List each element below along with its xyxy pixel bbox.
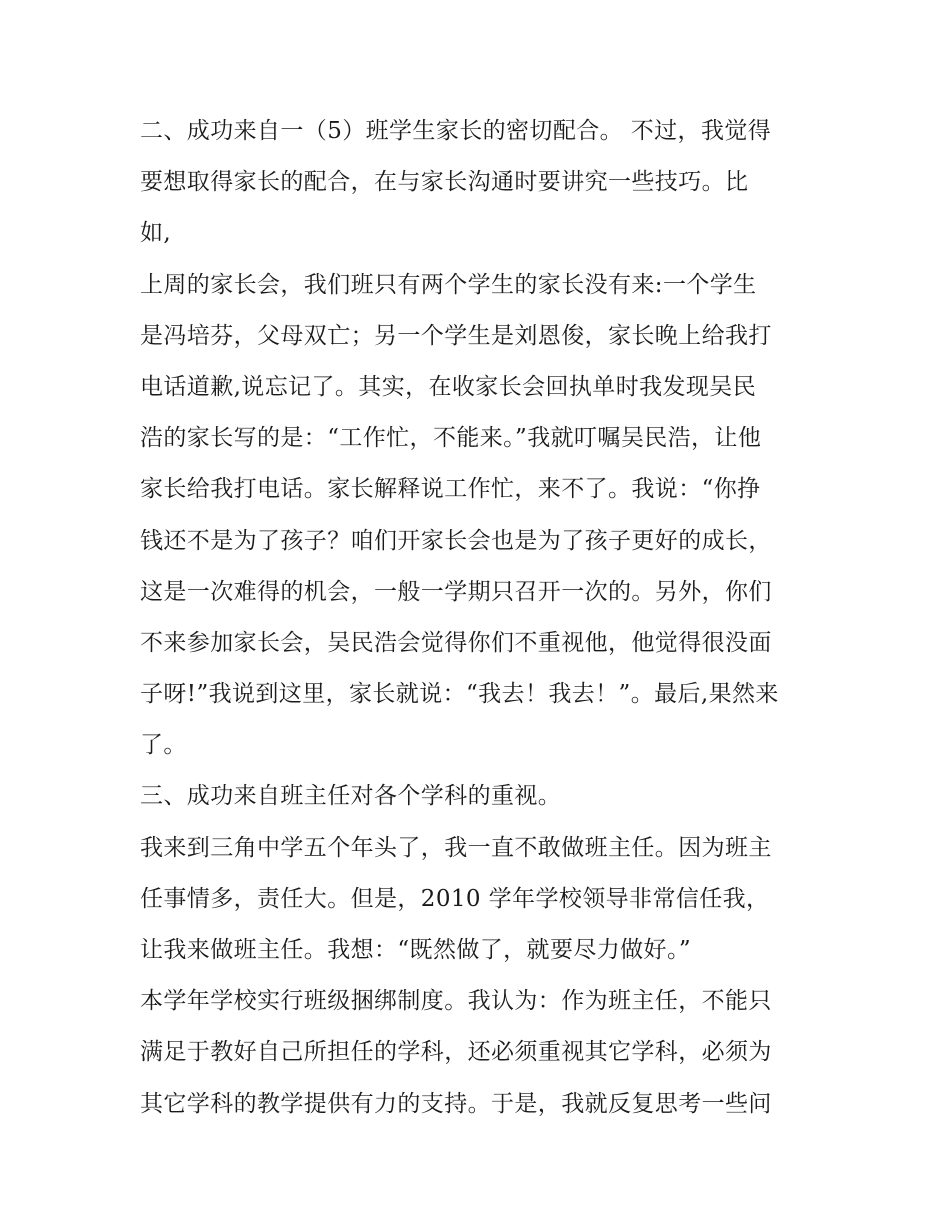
text-line: 满足于教好自己所担任的学科，还必须重视其它学科，必须为	[140, 1039, 772, 1066]
text-line: 其它学科的教学提供有力的支持。于是，我就反复思考一些问	[140, 1090, 772, 1117]
text-line: 我来到三角中学五个年头了，我一直不敢做班主任。因为班主	[140, 834, 772, 861]
text-line: 二、成功来自一（5）班学生家长的密切配合。 不过，我觉得	[140, 118, 772, 144]
text-line: 这是一次难得的机会，一般一学期只召开一次的。另外，你们	[140, 578, 772, 605]
text-line: 钱还不是为了孩子？咱们开家长会也是为了孩子更好的成长，	[140, 527, 772, 554]
text-line: 不来参加家长会，吴民浩会觉得你们不重视他，他觉得很没面	[140, 629, 772, 656]
text-line: 让我来做班主任。我想：“既然做了，就要尽力做好。”	[140, 937, 692, 963]
text-line: 是冯培芬，父母双亡；另一个学生是刘恩俊，家长晚上给我打	[140, 322, 772, 349]
text-line: 浩的家长写的是：“工作忙，不能来。”我就叮嘱吴民浩，让他	[140, 425, 762, 452]
text-line: 要想取得家长的配合，在与家长沟通时要讲究一些技巧。比	[140, 169, 749, 196]
text-line: 上周的家长会，我们班只有两个学生的家长没有来:一个学生	[140, 271, 757, 298]
text-line: 家长给我打电话。家长解释说工作忙，来不了。我说：“你挣	[140, 476, 761, 503]
text-line: 电话道歉,说忘记了。其实，在收家长会回执单时我发现吴民	[140, 373, 757, 400]
text-line: 如,	[140, 220, 172, 247]
text-line: 本学年学校实行班级捆绑制度。我认为：作为班主任，不能只	[140, 988, 772, 1015]
section-heading: 三、成功来自班主任对各个学科的重视。	[140, 783, 562, 810]
text-line: 子呀!”我说到这里，家长就说：“我去！我去！”。最后,果然来	[140, 681, 779, 708]
text-line: 任事情多，责任大。但是，2010 学年学校领导非常信任我，	[140, 885, 770, 912]
body-text	[140, 106, 830, 1130]
text-line: 了。	[140, 732, 187, 759]
